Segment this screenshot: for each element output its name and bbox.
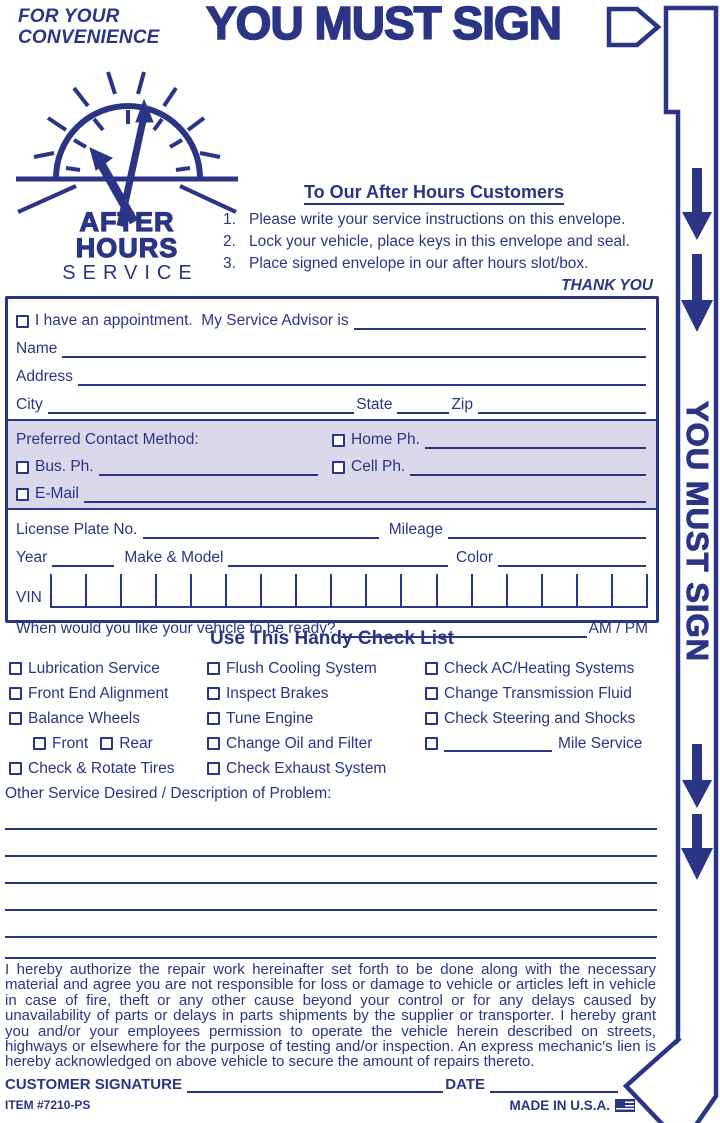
authorization-text: I hereby authorize the repair work hereinafter set forth to be done along with the necessary material and agree you are not responsible for loss or damage to vehicle or articles left in vehicle in case of fire, theft or any other cause beyond your control or for any delays caused by unavailability of parts or delays in parts shipments by the supplier or transporter. I hereby grant you and/or your employees permission to operate the vehicle herein described on streets, highways or elsewhere for the purpose of testing and/or inspection. An express mechanic's lien is hereby acknowledged on above vehicle to secure the amount of repairs thereto. bbox=[5, 957, 656, 1070]
checklist-grid bbox=[5, 656, 659, 781]
checklist-title: Use This Handy Check List bbox=[210, 628, 454, 649]
home-phone-field[interactable] bbox=[425, 429, 646, 449]
home-phone-cell bbox=[332, 429, 648, 450]
vin-row bbox=[8, 568, 656, 608]
appointment-row bbox=[8, 299, 656, 331]
appointment-label: I have an appointment. My Service Advisor is bbox=[35, 312, 349, 329]
contact-title-cell bbox=[16, 431, 332, 450]
logo-after: AFTER bbox=[79, 207, 175, 237]
balance-wheels-checkbox[interactable] bbox=[9, 712, 22, 725]
checklist-item: Mile Service bbox=[425, 731, 655, 756]
plate-mileage-row bbox=[8, 510, 656, 540]
instruction-item: 3. Place signed envelope in our after hours slot/box. bbox=[223, 255, 589, 272]
mile-service-checkbox[interactable] bbox=[425, 737, 438, 750]
state-label: State bbox=[356, 396, 393, 413]
address-field[interactable] bbox=[78, 366, 646, 386]
name-row bbox=[8, 331, 656, 359]
flush-cooling-checkbox[interactable] bbox=[207, 662, 220, 675]
write-in-line[interactable] bbox=[5, 884, 657, 911]
logo-service: SERVICE bbox=[62, 262, 199, 284]
checklist-item: Front End Alignment bbox=[9, 681, 207, 706]
ac-heating-checkbox[interactable] bbox=[425, 662, 438, 675]
convenience-line2: CONVENIENCE bbox=[18, 27, 160, 48]
checklist-item: Inspect Brakes bbox=[207, 681, 425, 706]
thank-you-text: THANK YOU bbox=[561, 277, 653, 294]
plate-field[interactable] bbox=[143, 519, 379, 539]
email-label: E-Mail bbox=[35, 485, 79, 502]
for-your-convenience-text bbox=[18, 6, 160, 48]
bus-phone-field[interactable] bbox=[99, 456, 318, 476]
mile-service-field[interactable] bbox=[444, 736, 552, 752]
bus-phone-checkbox[interactable] bbox=[16, 461, 29, 474]
state-field[interactable] bbox=[397, 394, 449, 414]
transmission-fluid-checkbox[interactable] bbox=[425, 687, 438, 700]
make-model-label: Make & Model bbox=[124, 549, 224, 566]
other-service-section bbox=[5, 785, 657, 938]
exhaust-system-checkbox[interactable] bbox=[207, 762, 220, 775]
date-label: DATE bbox=[445, 1076, 485, 1093]
email-checkbox[interactable] bbox=[16, 488, 29, 501]
contact-row-1 bbox=[8, 423, 656, 450]
preferred-contact-section bbox=[8, 419, 656, 510]
checklist-item: Tune Engine bbox=[207, 706, 425, 731]
made-in-usa: MADE IN U.S.A. bbox=[509, 1098, 635, 1113]
lubrication-checkbox[interactable] bbox=[9, 662, 22, 675]
checklist-item: Check AC/Heating Systems bbox=[425, 656, 655, 681]
write-in-line[interactable] bbox=[5, 911, 657, 938]
checklist-item: Flush Cooling System bbox=[207, 656, 425, 681]
contact-row-2 bbox=[8, 450, 656, 477]
after-hours-instructions bbox=[205, 182, 663, 295]
tune-engine-checkbox[interactable] bbox=[207, 712, 220, 725]
other-service-label: Other Service Desired / Description of Problem: bbox=[5, 785, 332, 802]
ready-label: When would you like your vehicle to be ready? bbox=[16, 620, 336, 637]
cell-phone-label: Cell Ph. bbox=[351, 458, 406, 475]
email-field[interactable] bbox=[84, 483, 646, 503]
inspect-brakes-checkbox[interactable] bbox=[207, 687, 220, 700]
rear-checkbox[interactable] bbox=[100, 737, 113, 750]
home-phone-label: Home Ph. bbox=[351, 431, 420, 448]
vin-label: VIN bbox=[16, 589, 42, 606]
mileage-label: Mileage bbox=[388, 521, 443, 538]
instruction-item: 2. Lock your vehicle, place keys in this envelope and seal. bbox=[223, 233, 630, 250]
year-label: Year bbox=[16, 549, 48, 566]
contact-row-3 bbox=[8, 477, 656, 504]
mileage-field[interactable] bbox=[448, 519, 646, 539]
you-must-sign-headline: YOU MUST SIGN bbox=[206, 0, 562, 49]
year-field[interactable] bbox=[52, 547, 114, 567]
instructions-list bbox=[205, 209, 663, 275]
checklist-item: Check Exhaust System bbox=[207, 756, 425, 781]
convenience-line1: FOR YOUR bbox=[18, 6, 120, 27]
checklist-item: Change Transmission Fluid bbox=[425, 681, 655, 706]
name-field[interactable] bbox=[62, 338, 646, 358]
make-model-field[interactable] bbox=[228, 547, 448, 567]
appointment-checkbox[interactable] bbox=[16, 315, 29, 328]
item-number: ITEM #7210-PS bbox=[5, 1098, 91, 1112]
write-in-line[interactable] bbox=[5, 803, 657, 830]
instructions-title: To Our After Hours Customers bbox=[205, 182, 663, 203]
checklist-item: Check Steering and Shocks bbox=[425, 706, 655, 731]
service-advisor-field[interactable] bbox=[354, 310, 646, 330]
change-oil-checkbox[interactable] bbox=[207, 737, 220, 750]
address-label: Address bbox=[16, 368, 73, 385]
checklist-item: Balance Wheels bbox=[9, 706, 207, 731]
logo-hours: HOURS bbox=[75, 233, 179, 263]
city-state-zip-row bbox=[8, 387, 656, 415]
instruction-item: 1. Please write your service instructions on this envelope. bbox=[223, 211, 626, 228]
checklist-item: Front Rear bbox=[9, 731, 207, 756]
steering-shocks-checkbox[interactable] bbox=[425, 712, 438, 725]
checklist-item: Lubrication Service bbox=[9, 656, 207, 681]
color-label: Color bbox=[455, 549, 493, 566]
you-must-sign-vertical-text: YOU MUST SIGN bbox=[680, 401, 715, 663]
signature-row bbox=[5, 1076, 620, 1094]
date-field[interactable] bbox=[490, 1077, 618, 1093]
cell-phone-field[interactable] bbox=[410, 456, 646, 476]
footer-meta-row bbox=[5, 1098, 635, 1113]
year-make-color-row bbox=[8, 540, 656, 568]
customer-signature-field[interactable] bbox=[187, 1077, 443, 1093]
city-label: City bbox=[16, 396, 43, 413]
checklist-item: Change Oil and Filter bbox=[207, 731, 425, 756]
bus-phone-label: Bus. Ph. bbox=[35, 458, 94, 475]
checklist-item: Check & Rotate Tires bbox=[9, 756, 207, 781]
preferred-contact-label: Preferred Contact Method: bbox=[16, 431, 199, 448]
cell-phone-checkbox[interactable] bbox=[332, 461, 345, 474]
front-end-alignment-checkbox[interactable] bbox=[9, 687, 22, 700]
handy-check-list bbox=[5, 628, 659, 781]
write-in-line[interactable] bbox=[5, 830, 657, 857]
customer-info-form bbox=[5, 296, 659, 637]
cell-phone-cell bbox=[332, 456, 648, 477]
vin-field[interactable] bbox=[50, 574, 648, 608]
front-checkbox[interactable] bbox=[33, 737, 46, 750]
home-phone-checkbox[interactable] bbox=[332, 434, 345, 447]
am-pm-label: AM / PM bbox=[588, 620, 648, 637]
bus-phone-cell bbox=[16, 456, 332, 477]
address-row bbox=[8, 359, 656, 387]
name-label: Name bbox=[16, 340, 58, 357]
rotate-tires-checkbox[interactable] bbox=[9, 762, 22, 775]
customer-signature-label: CUSTOMER SIGNATURE bbox=[5, 1076, 182, 1093]
plate-label: License Plate No. bbox=[16, 521, 138, 538]
city-field[interactable] bbox=[48, 394, 355, 414]
write-in-line[interactable] bbox=[5, 857, 657, 884]
zip-label: Zip bbox=[451, 396, 473, 413]
